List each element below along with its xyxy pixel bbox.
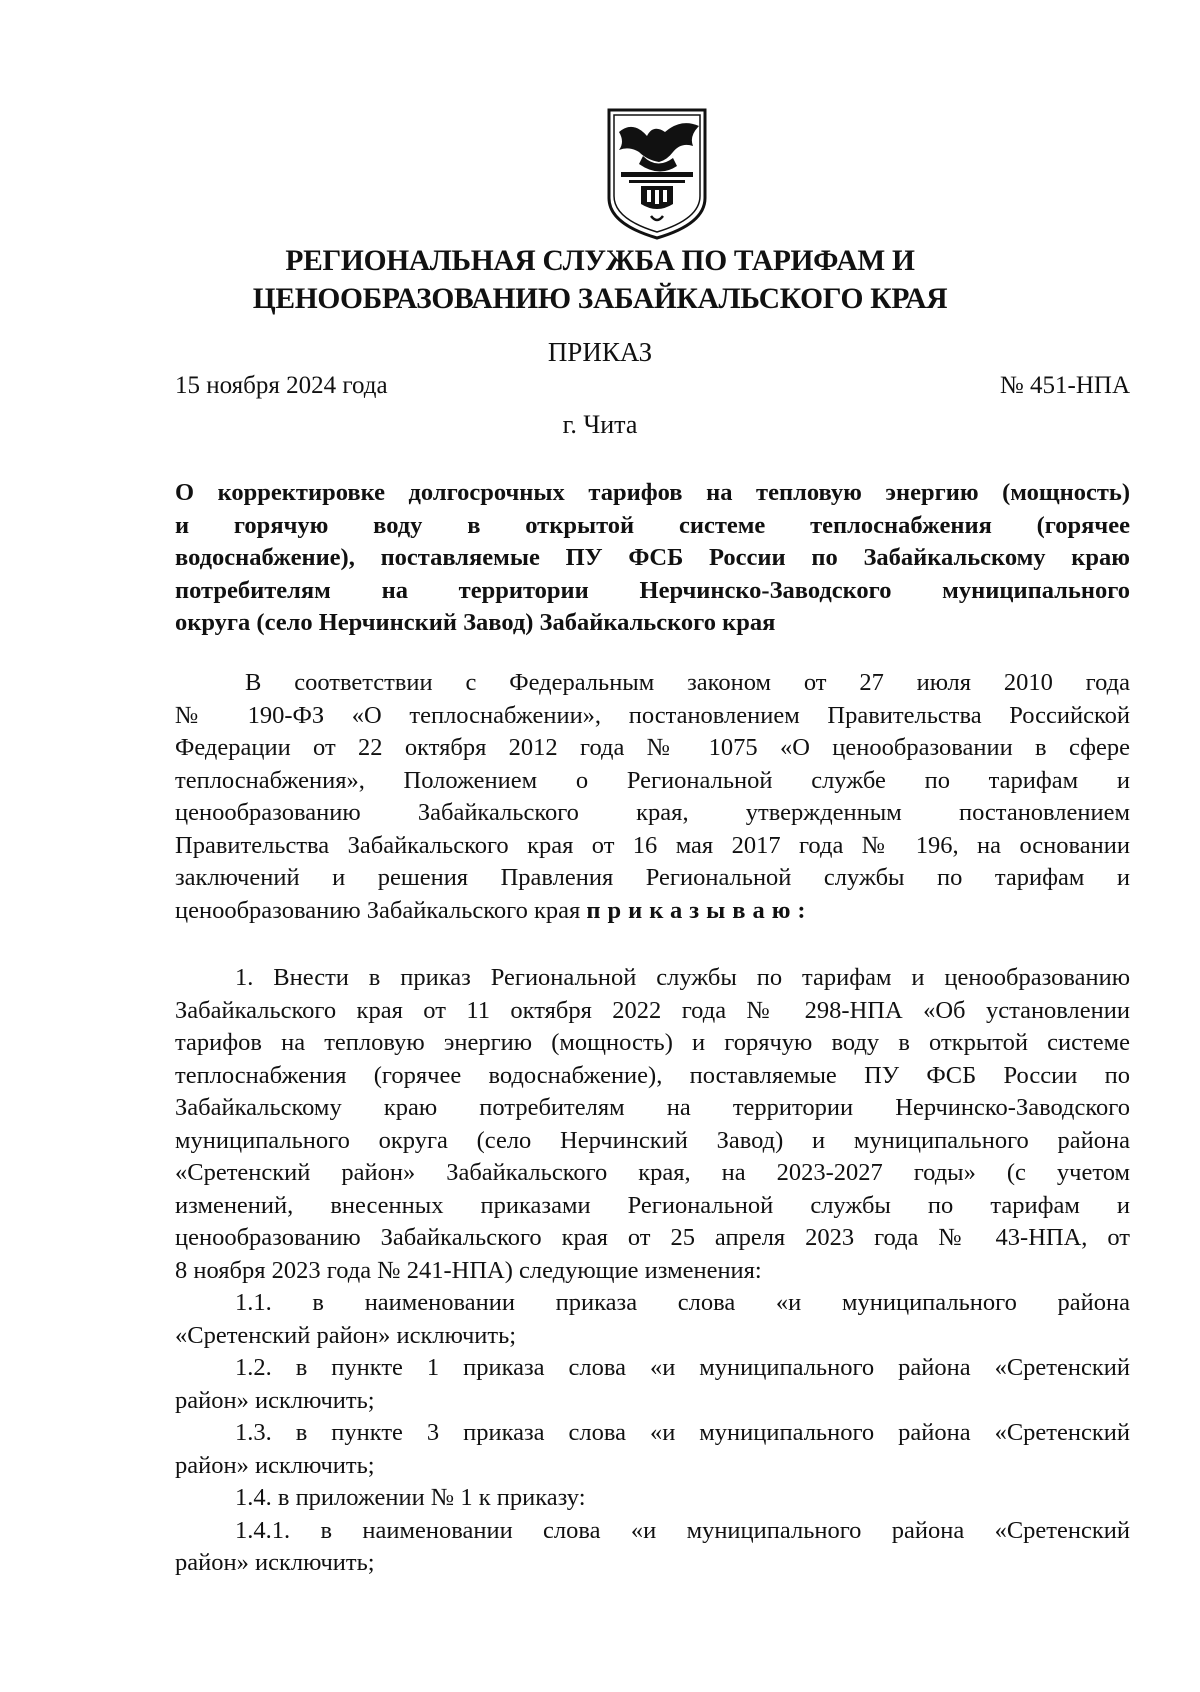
preamble-line: Правительства Забайкальского края от 16 мая 2017 года № 196, на основании <box>175 831 1130 859</box>
document-city: г. Чита <box>562 410 638 439</box>
item-1-line: Забайкальскому краю потребителям на территории Нерчинско-Заводского <box>175 1094 1130 1121</box>
subitem-1-3: 1.3. в пункте 3 приказа слова «и муниципального района «Сретенский <box>235 1419 1130 1446</box>
subitem-1-4-1: 1.4.1. в наименовании слова «и муниципального района «Сретенский <box>235 1516 1130 1544</box>
organization-title-line: РЕГИОНАЛЬНАЯ СЛУЖБА ПО ТАРИФАМ И <box>285 245 915 277</box>
item-1-line: 8 ноября 2023 года № 241-НПА) следующие изменения: <box>175 1256 762 1284</box>
preamble-line: № 190-ФЗ «О теплоснабжении», постановлением Правительства Российской <box>175 701 1130 729</box>
item-1-line: ценообразованию Забайкальского края от 25 апреля 2023 года № 43-НПА, от <box>175 1224 1130 1251</box>
order-word: приказываю: <box>586 896 813 924</box>
item-1-line: Забайкальского края от 11 октября 2022 года № 298-НПА «Об установлении <box>175 996 1130 1024</box>
document-type: ПРИКАЗ <box>547 337 653 367</box>
subitem-1-3-cont: район» исключить; <box>175 1451 375 1479</box>
preamble-last-line <box>175 895 1130 928</box>
subject-line: округа (село Нерчинский Завод) Забайкальского края <box>175 609 776 636</box>
document-number: № 451-НПА <box>999 372 1130 399</box>
item-1-line: теплоснабжения (горячее водоснабжение), поставляемые ПУ ФСБ России по <box>175 1061 1130 1089</box>
subject-line: потребителям на территории Нерчинско-Заводского муниципального <box>175 576 1130 604</box>
preamble-line: заключений и решения Правления Региональной службы по тарифам и <box>175 864 1130 891</box>
subitem-1-1: 1.1. в наименовании приказа слова «и муниципального района <box>235 1289 1130 1316</box>
item-1-line: тарифов на тепловую энергию (мощность) и горячую воду в открытой системе <box>175 1029 1130 1056</box>
organization-title-line: ЦЕНООБРАЗОВАНИЮ ЗАБАЙКАЛЬСКОГО КРАЯ <box>252 283 948 315</box>
item-1-paragraph <box>175 962 1130 1580</box>
item-1-line: «Сретенский район» Забайкальского края, на 2023-2027 годы» (с учетом <box>175 1159 1130 1186</box>
document-subject <box>175 477 1130 640</box>
preamble-line-text: ценообразованию Забайкальского края <box>175 896 581 924</box>
item-1-line: муниципального округа (село Нерчинский Завод) и муниципального района <box>175 1126 1130 1154</box>
subject-line: водоснабжение), поставляемые ПУ ФСБ России по Забайкальскому краю <box>175 544 1130 571</box>
preamble-line: ценообразованию Забайкальского края, утвержденным постановлением <box>175 799 1130 826</box>
subject-line: и горячую воду в открытой системе теплоснабжения (горячее <box>175 511 1130 539</box>
subitem-1-1-cont: «Сретенский район» исключить; <box>175 1321 517 1349</box>
preamble-paragraph <box>175 667 1130 927</box>
preamble-line: Федерации от 22 октября 2012 года № 1075 «О ценообразовании в сфере <box>175 734 1130 761</box>
item-1-line: изменений, внесенных приказами Региональной службы по тарифам и <box>175 1191 1130 1219</box>
coat-of-arms-icon <box>603 106 711 242</box>
subitem-1-4-1-cont: район» исключить; <box>175 1549 375 1576</box>
document-date: 15 ноября 2024 года <box>175 372 388 399</box>
subitem-1-4: 1.4. в приложении № 1 к приказу: <box>235 1484 586 1511</box>
subject-line: О корректировке долгосрочных тарифов на тепловую энергию (мощность) <box>175 479 1130 506</box>
organization-title <box>0 242 1200 318</box>
preamble-line: теплоснабжения», Положением о Региональной службе по тарифам и <box>175 766 1130 794</box>
subitem-1-2-cont: район» исключить; <box>175 1386 375 1414</box>
preamble-line: В соответствии с Федеральным законом от 27 июля 2010 года <box>245 669 1130 696</box>
item-1-line: 1. Внести в приказ Региональной службы по тарифам и ценообразованию <box>235 964 1130 991</box>
subitem-1-2: 1.2. в пункте 1 приказа слова «и муниципального района «Сретенский <box>235 1354 1130 1381</box>
